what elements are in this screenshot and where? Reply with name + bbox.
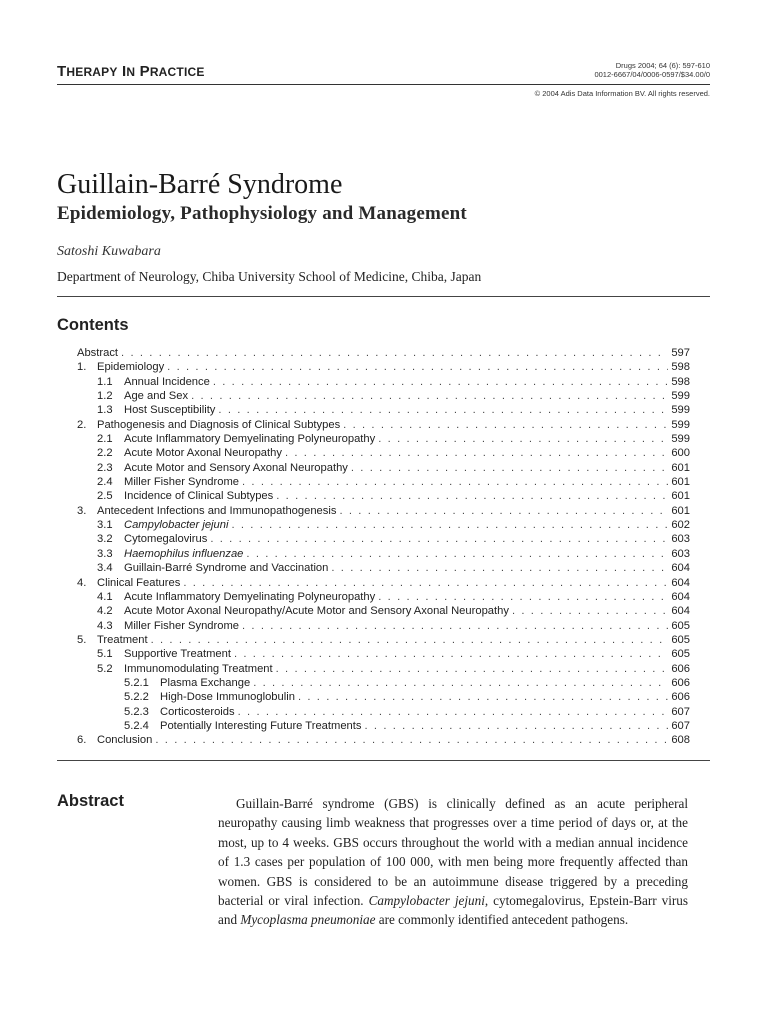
toc-entry-number: 2.: [77, 418, 87, 431]
toc-entry-label: Host Susceptibility: [124, 404, 216, 417]
toc-entry-label: Annual Incidence: [124, 375, 210, 388]
toc-entry-number: 2.1: [97, 433, 113, 446]
toc-entry[interactable]: [77, 432, 690, 446]
toc-entry-label: Campylobacter jejuni: [124, 519, 229, 532]
toc-entry-page: 606: [671, 691, 690, 704]
journal-citation-line: Drugs 2004; 64 (6): 597-610: [615, 61, 710, 70]
toc-entry-label: Abstract: [77, 347, 119, 359]
toc-dot-leader: [378, 590, 668, 604]
toc-entry-page: 598: [671, 361, 690, 374]
toc-entry-number: 3.2: [97, 533, 113, 546]
title-rule: [57, 296, 710, 297]
toc-dot-leader: [218, 403, 668, 417]
toc-entry-page: 599: [671, 433, 690, 446]
toc-entry[interactable]: [77, 604, 690, 618]
toc-dot-leader: [234, 647, 668, 661]
toc-entry-number: 3.4: [97, 562, 113, 575]
toc-entry-label: Acute Inflammatory Demyelinating Polyneuropathy: [124, 433, 376, 446]
toc-entry-number: 5.2.2: [124, 691, 149, 704]
toc-entry[interactable]: [77, 547, 690, 561]
abstract-heading: Abstract: [57, 792, 124, 810]
toc-entry-number: 2.4: [97, 476, 113, 489]
author-name: Satoshi Kuwabara: [57, 244, 161, 259]
toc-entry[interactable]: [77, 360, 690, 374]
toc-entry[interactable]: [77, 475, 690, 489]
toc-dot-leader: [210, 532, 668, 546]
toc-entry-label: Acute Motor and Sensory Axonal Neuropathy: [124, 461, 348, 474]
toc-entry-label: Plasma Exchange: [160, 676, 251, 689]
toc-entry[interactable]: [77, 489, 690, 503]
toc-entry-page: 608: [671, 734, 690, 747]
toc-entry-label: Clinical Features: [97, 576, 181, 589]
toc-dot-leader: [183, 576, 668, 590]
toc-entry-number: 2.5: [97, 490, 113, 503]
toc-entry-number: 5.2: [97, 662, 113, 675]
toc-entry-page: 605: [671, 633, 690, 646]
toc-entry[interactable]: [77, 461, 690, 475]
toc-entry-label: Acute Motor Axonal Neuropathy/Acute Motor and Sensory Axonal Neuropathy: [124, 605, 509, 618]
toc-entry[interactable]: [77, 389, 690, 403]
toc-entry-page: 605: [671, 648, 690, 661]
toc-entry-page: 604: [671, 590, 690, 603]
toc-entry-label: Supportive Treatment: [124, 648, 231, 661]
toc-entry-label: Antecedent Infections and Immunopathogenesis: [97, 504, 337, 517]
toc-entry-number: 3.1: [97, 519, 113, 532]
toc-entry[interactable]: [77, 705, 690, 719]
toc-entry[interactable]: [77, 676, 690, 690]
toc-dot-leader: [246, 547, 668, 561]
toc-entry-label: Cytomegalovirus: [124, 533, 208, 546]
toc-entry-label: Haemophilus influenzae: [124, 547, 244, 560]
toc-entry-page: 599: [671, 418, 690, 431]
toc-dot-leader: [512, 604, 668, 618]
toc-entry[interactable]: [77, 504, 690, 518]
toc-entry-page: 603: [671, 533, 690, 546]
toc-dot-leader: [242, 475, 668, 489]
toc-dot-leader: [155, 733, 668, 747]
toc-dot-leader: [351, 461, 668, 475]
toc-entry-number: 3.: [77, 504, 87, 517]
article-subtitle: Epidemiology, Pathophysiology and Management: [57, 203, 467, 224]
toc-dot-leader: [285, 446, 668, 460]
toc-entry[interactable]: [77, 518, 690, 532]
toc-entry[interactable]: [77, 375, 690, 389]
toc-entry-number: 2.3: [97, 461, 113, 474]
toc-entry[interactable]: [77, 690, 690, 704]
toc-entry-label: Age and Sex: [124, 390, 189, 403]
toc-entry[interactable]: [77, 532, 690, 546]
toc-dot-leader: [339, 504, 668, 518]
header-rule: [57, 84, 710, 85]
abstract-text: Guillain-Barré syndrome (GBS) is clinically defined as an acute peripheral neuropathy causing limb weakness that progresses over a time period of days or, at the most, up to 4 weeks. GBS occurs throughout the world with a median annual incidence of 1.3 cases per population of 100 000, with men being more frequently affected than women. GBS is considered to be an autoimmune disease triggered by a preceding bacterial or viral infection. Campylobacter jejuni, cytomegalovirus, Epstein-Barr virus and Mycoplasma pneumoniae are commonly identified antecedent pathogens.: [218, 796, 689, 928]
toc-entry[interactable]: [77, 647, 690, 661]
toc-entry-page: 599: [671, 404, 690, 417]
toc-entry-label: Acute Inflammatory Demyelinating Polyneuropathy: [124, 590, 376, 603]
toc-entry-page: 604: [671, 576, 690, 589]
toc-entry[interactable]: [77, 346, 690, 360]
toc-entry-number: 4.3: [97, 619, 113, 632]
toc-dot-leader: [151, 633, 669, 647]
toc-entry-number: 5.2.1: [124, 676, 149, 689]
toc-dot-leader: [331, 561, 668, 575]
toc-entry-label: Potentially Interesting Future Treatments: [160, 719, 362, 732]
toc-dot-leader: [378, 432, 668, 446]
toc-entry-number: 4.: [77, 576, 87, 589]
toc-entry-page: 607: [671, 705, 690, 718]
toc-entry[interactable]: [77, 719, 690, 733]
toc-entry-number: 1.: [77, 361, 87, 374]
toc-entry-number: 2.2: [97, 447, 113, 460]
toc-entry[interactable]: [77, 418, 690, 432]
toc-entry-number: 4.1: [97, 590, 113, 603]
toc-entry-page: 598: [671, 375, 690, 388]
toc-entry-label: High-Dose Immunoglobulin: [160, 691, 295, 704]
section-label: THERAPY IN PRACTICE: [57, 63, 205, 80]
toc-dot-leader: [276, 489, 668, 503]
toc-entry[interactable]: [77, 662, 690, 676]
toc-entry-number: 1.1: [97, 375, 113, 388]
copyright-notice: © 2004 Adis Data Information BV. All rights reserved.: [534, 89, 710, 98]
toc-entry-page: 604: [671, 562, 690, 575]
toc-entry-page: 600: [671, 447, 690, 460]
toc-entry-number: 5.2.4: [124, 719, 149, 732]
toc-entry-page: 601: [671, 504, 690, 517]
table-of-contents: [77, 346, 690, 748]
toc-entry[interactable]: [77, 561, 690, 575]
toc-entry-page: 601: [671, 476, 690, 489]
toc-entry[interactable]: [77, 403, 690, 417]
toc-dot-leader: [231, 518, 668, 532]
author-affiliation: Department of Neurology, Chiba University School of Medicine, Chiba, Japan: [57, 269, 482, 284]
toc-entry-label: Miller Fisher Syndrome: [124, 476, 240, 489]
toc-entry-label: Conclusion: [97, 734, 153, 747]
toc-entry-label: Corticosteroids: [160, 705, 235, 718]
toc-dot-leader: [167, 360, 668, 374]
toc-entry-number: 1.3: [97, 404, 113, 417]
toc-dot-leader: [364, 719, 668, 733]
toc-entry-label: Pathogenesis and Diagnosis of Clinical Subtypes: [97, 418, 341, 431]
toc-entry-page: 604: [671, 605, 690, 618]
toc-entry-label: Incidence of Clinical Subtypes: [124, 490, 274, 503]
toc-entry-number: 1.2: [97, 390, 113, 403]
toc-entry-number: 4.2: [97, 605, 113, 618]
toc-entry-label: Treatment: [97, 633, 148, 646]
toc-entry-label: Guillain-Barré Syndrome and Vaccination: [124, 562, 329, 575]
toc-entry-page: 607: [671, 719, 690, 732]
toc-dot-leader: [121, 346, 668, 360]
toc-entry-page: 597: [671, 347, 690, 359]
toc-entry-number: 6.: [77, 734, 87, 747]
toc-entry-page: 605: [671, 619, 690, 632]
toc-entry[interactable]: [77, 633, 690, 647]
toc-entry[interactable]: [77, 733, 690, 747]
toc-dot-leader: [253, 676, 668, 690]
toc-entry[interactable]: [77, 590, 690, 604]
toc-dot-leader: [276, 662, 669, 676]
toc-dot-leader: [213, 375, 668, 389]
toc-entry-label: Epidemiology: [97, 361, 165, 374]
toc-dot-leader: [238, 705, 669, 719]
toc-entry-page: 601: [671, 490, 690, 503]
journal-citation: [594, 61, 710, 79]
toc-entry-page: 601: [671, 461, 690, 474]
toc-entry-label: Acute Motor Axonal Neuropathy: [124, 447, 282, 460]
toc-entry-page: 606: [671, 676, 690, 689]
toc-entry[interactable]: [77, 619, 690, 633]
toc-dot-leader: [298, 690, 668, 704]
toc-entry-number: 5.: [77, 633, 87, 646]
toc-entry[interactable]: [77, 446, 690, 460]
journal-issn-line: 0012-6667/04/0006-0597/$34.00/0: [594, 70, 710, 79]
toc-dot-leader: [343, 418, 668, 432]
toc-dot-leader: [191, 389, 668, 403]
toc-entry-number: 3.3: [97, 547, 113, 560]
toc-entry-page: 599: [671, 390, 690, 403]
article-title: Guillain-Barré Syndrome: [57, 169, 343, 200]
toc-entry-page: 606: [671, 662, 690, 675]
toc-entry-label: Immunomodulating Treatment: [124, 662, 273, 675]
toc-entry-label: Miller Fisher Syndrome: [124, 619, 240, 632]
contents-heading: Contents: [57, 316, 129, 334]
toc-dot-leader: [242, 619, 668, 633]
toc-entry[interactable]: [77, 576, 690, 590]
toc-entry-number: 5.1: [97, 648, 113, 661]
toc-entry-number: 5.2.3: [124, 705, 149, 718]
contents-rule: [57, 760, 710, 761]
toc-entry-page: 602: [671, 519, 690, 532]
toc-entry-page: 603: [671, 547, 690, 560]
